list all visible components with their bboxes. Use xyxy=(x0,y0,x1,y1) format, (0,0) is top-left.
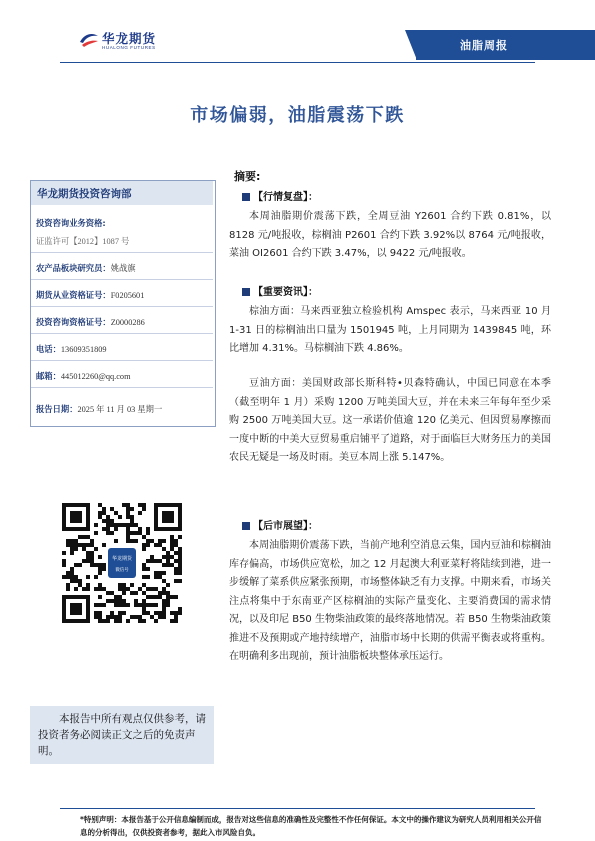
svg-text:华龙期货: 华龙期货 xyxy=(111,556,133,562)
panel-row-email: 邮箱：445012260@qq.com xyxy=(36,371,131,381)
section-title-outlook: 【后市展望】： xyxy=(242,517,318,532)
panel-divider xyxy=(31,279,213,280)
panel-divider xyxy=(31,252,213,253)
qr-center-logo xyxy=(108,548,136,578)
report-type: 油脂周报 xyxy=(460,39,508,52)
footer-divider xyxy=(60,808,535,809)
panel-divider xyxy=(31,306,213,307)
report-title: 市场偏弱，油脂震荡下跌 xyxy=(190,105,405,126)
panel-row-qualification: 投资咨询业务资格: xyxy=(36,218,106,228)
panel-title: 华龙期货投资咨询部 xyxy=(31,181,213,205)
panel-divider xyxy=(31,333,213,334)
section-paragraph: 棕油方面：马来西亚独立检验机构 Amspec 表示，马来西亚 10 月 1-31 日的棕榈油出口量为 1501945 吨，上月同期为 1439845 吨，环比增加 4.31%。马棕榈油下跌 4.86%。 xyxy=(229,306,551,354)
bullet-square-icon xyxy=(242,288,250,296)
logo-name: 华龙期货 xyxy=(102,31,157,46)
panel-row-advisory-cert: 投资咨询资格证号：Z0000286 xyxy=(36,317,145,327)
section-paragraph: 豆油方面：美国财政部长斯科特•贝森特确认，中国已同意在本季（截至明年 1 月）采购 1200 万吨美国大豆，并在未来三年每年至少采购 2500 万吨美国大豆。这一承诺价值逾 120 亿美元、但因贸易摩擦而一度中断的中美大豆贸易重启铺平了道路，对于面临巨大财务压力的美国农民无疑是一场及时雨。美豆本周上涨 5.147%。 xyxy=(229,378,551,463)
disclaimer-text: 本报告中所有观点仅供参考，请投资者务必阅读正文之后的免责声明。 xyxy=(38,713,206,757)
section-paragraph: 本周油脂期价震荡下跌，全周豆油 Y2601 合约下跌 0.81%，以 8128 元/吨报收，棕榈油 P2601 合约下跌 3.92%以 8764 元/吨报收，菜油 OI2601 合约下跌 3.47%，以 9422 元/吨报收。 xyxy=(229,211,551,259)
panel-row-license: 证监许可【2012】1087 号 xyxy=(36,237,130,246)
svg-text:微信号: 微信号 xyxy=(115,568,129,573)
panel-divider xyxy=(31,360,213,361)
panel-row-phone: 电话：13609351809 xyxy=(36,344,107,354)
bullet-square-icon xyxy=(242,193,250,201)
summary-heading: 摘要: xyxy=(234,170,261,183)
panel-row-futures-cert: 期货从业资格证号：F0205601 xyxy=(36,290,145,300)
section-title-key-news: 【重要资讯】： xyxy=(242,283,318,298)
bullet-square-icon xyxy=(242,522,250,530)
section-title-market-review: 【行情复盘】： xyxy=(242,188,318,203)
footer-disclaimer: *特别声明：本报告基于公开信息编制而成，报告对这些信息的准确性及完整性不作任何保证。本文中的操作建议为研究人员利用相关公开信息的分析得出，仅供投资者参考，据此入市风险自负。 xyxy=(80,815,542,837)
header-divider xyxy=(60,62,535,63)
logo-english: HUALONG FUTURES xyxy=(102,45,156,50)
panel-row-researcher: 农产品板块研究员：姚战旗 xyxy=(36,263,136,273)
panel-divider xyxy=(31,387,213,388)
section-paragraph: 本周油脂期价震荡下跌，当前产地利空消息云集，国内豆油和棕榈油库存偏高，市场供应宽松，加之 12 月起澳大利亚菜籽将陆续到港，进一步缓解了菜系供应紧张预期，市场整体缺乏有力支撑。中期来看，市场关注点将集中于东南亚产区棕榈油的实际产量变化、主要消费国的需求情况，以及印尼 B50 生物柴油政策的最终落地情况。若 B50 生物柴油政策推进不及预期或产地持续增产，油脂市场中长期的供需平衡表或将重构。在明确利多出现前，预计油脂板块整体承压运行。 xyxy=(229,540,551,662)
wechat-qr-code xyxy=(32,458,212,648)
hualong-logo-icon xyxy=(78,28,100,50)
panel-row-report-date: 报告日期：2025 年 11 月 03 星期一 xyxy=(36,404,163,414)
